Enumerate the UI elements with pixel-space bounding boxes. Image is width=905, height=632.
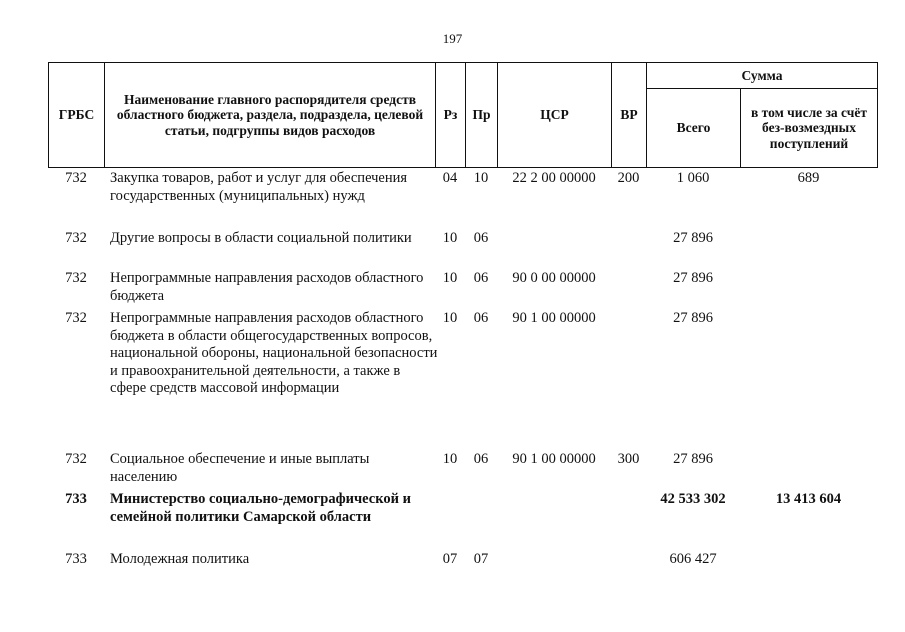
cell-total: 27 896: [673, 270, 713, 286]
cell-total: 1 060: [676, 170, 710, 186]
header-sum: Сумма: [647, 63, 878, 89]
cell-name: Социальное обеспечение и иные выплаты населению: [110, 451, 370, 485]
cell-grbs: 733: [65, 551, 87, 567]
cell-pr: 06: [473, 270, 489, 286]
page-number: 197: [442, 31, 463, 46]
cell-grbs: 732: [65, 451, 87, 467]
header-rz: Рз: [436, 63, 466, 168]
cell-rz: 10: [442, 310, 458, 326]
cell-vr: 200: [617, 170, 640, 186]
cell-name: Министерство социально-демографической и семейной политики Самарской области: [110, 491, 411, 525]
header-incl: в том числе за счёт без-возмездных поступлений: [741, 89, 878, 168]
cell-rz: 10: [442, 230, 458, 246]
cell-incl: 13 413 604: [775, 491, 842, 507]
cell-name: Молодежная политика: [110, 551, 250, 567]
cell-vr: 300: [617, 451, 640, 467]
cell-csr: 22 2 00 00000: [512, 170, 596, 186]
cell-pr: 06: [473, 310, 489, 326]
cell-total: 27 896: [673, 310, 713, 326]
cell-pr: 10: [473, 170, 489, 186]
cell-grbs: 732: [65, 230, 87, 246]
cell-pr: 06: [473, 451, 489, 467]
cell-name: Другие вопросы в области социальной политики: [110, 230, 412, 246]
header-vr: ВР: [612, 63, 647, 168]
cell-csr: 90 1 00 00000: [512, 310, 596, 326]
header-grbs: ГРБС: [49, 63, 105, 168]
cell-grbs: 732: [65, 310, 87, 326]
cell-total: 42 533 302: [660, 491, 726, 507]
header-pr: Пр: [466, 63, 498, 168]
cell-rz: 10: [442, 270, 458, 286]
cell-total: 27 896: [673, 230, 713, 246]
table-header: [48, 62, 878, 168]
cell-csr: 90 1 00 00000: [512, 451, 596, 467]
cell-rz: 10: [442, 451, 458, 467]
cell-name: Непрограммные направления расходов областного бюджета: [110, 270, 424, 304]
cell-pr: 06: [473, 230, 489, 246]
cell-rz: 07: [442, 551, 458, 567]
header-csr: ЦСР: [498, 63, 612, 168]
cell-total: 27 896: [673, 451, 713, 467]
header-total: Всего: [647, 89, 741, 168]
cell-grbs: 732: [65, 270, 87, 286]
cell-name: Непрограммные направления расходов областного бюджета в области общегосударственных вопросов, национальной обороны, национальной безопасности и правоохранительной деятельности, а также в сфере средств массовой информации: [110, 310, 438, 396]
cell-csr: 90 0 00 00000: [512, 270, 596, 286]
cell-total: 606 427: [669, 551, 717, 567]
cell-name: Закупка товаров, работ и услуг для обеспечения государственных (муниципальных) нужд: [110, 170, 408, 204]
cell-incl: 689: [797, 170, 820, 186]
cell-grbs: 732: [65, 170, 87, 186]
cell-pr: 07: [473, 551, 489, 567]
cell-rz: 04: [442, 170, 458, 186]
header-name: Наименование главного распорядителя средств областного бюджета, раздела, подраздела, целевой статьи, подгруппы видов расходов: [105, 63, 436, 168]
cell-grbs: 733: [65, 491, 87, 507]
